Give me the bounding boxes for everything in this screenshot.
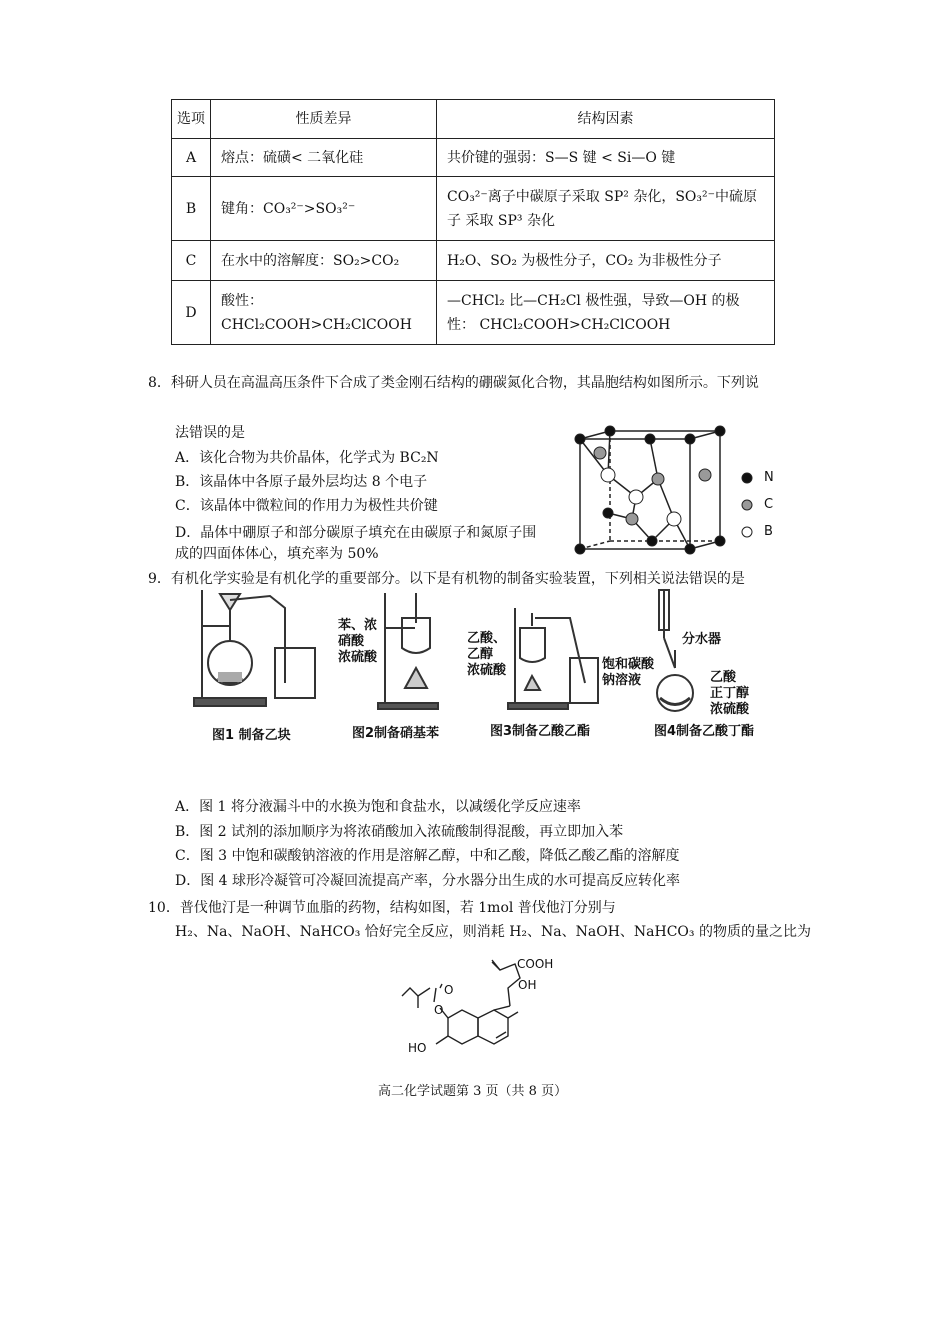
row-property: 熔点：硫磺< 二氧化硅 xyxy=(211,139,437,177)
table-header-row xyxy=(172,100,775,139)
q9-option-c: C．图 3 中饱和碳酸钠溶液的作用是溶解乙醇，中和乙酸，降低乙酸乙酯的溶解度 xyxy=(175,848,680,864)
q8-option-d-cont: 成的四面体体心，填充率为 50% xyxy=(175,546,379,562)
q8-stem: 8．科研人员在高温高压条件下合成了类金刚石结构的硼碳氮化合物，其晶胞结构如图所示。下列说 xyxy=(148,375,759,391)
fig3-solution-label: 饱和碳酸 钠溶液 xyxy=(602,657,655,688)
row-structure: —CHCl₂ 比—CH₂Cl 极性强，导致—OH 的极性： CHCl₂COOH>CH₂ClCOOH xyxy=(437,281,775,345)
legend-n: N xyxy=(764,470,774,485)
mol-cooh-label: COOH xyxy=(517,957,554,971)
q10-stem-cont: H₂、Na、NaOH、NaHCO₃ 恰好完全反应，则消耗 H₂、Na、NaOH、NaHCO₃ 的物质的量之比为 xyxy=(175,924,811,940)
q8-option-c: C．该晶体中微粒间的作用力为极性共价键 xyxy=(175,498,438,514)
q8-option-d: D．晶体中硼原子和部分碳原子填充在由碳原子和氮原子围 xyxy=(175,525,537,541)
table-row xyxy=(172,139,775,177)
row-structure: H₂O、SO₂ 为极性分子，CO₂ 为非极性分子 xyxy=(437,241,775,281)
legend-c: C xyxy=(764,497,774,512)
table-row xyxy=(172,241,775,281)
fig2-caption: 图2制备硝基苯 xyxy=(352,726,440,741)
q9-stem: 9．有机化学实验是有机化学的重要部分。以下是有机物的制备实验装置，下列相关说法错误的是 xyxy=(148,571,745,587)
mol-o-ester-label: O xyxy=(434,1003,444,1017)
table-row xyxy=(172,281,775,345)
mol-o-carbonyl-label: O xyxy=(444,983,454,997)
page-footer: 高二化学试题第 3 页（共 8 页） xyxy=(378,1084,568,1099)
row-option: C xyxy=(172,241,211,281)
crystal-cell-figure xyxy=(570,425,730,555)
fig4-reagent-label: 乙酸 正丁醇 浓硫酸 xyxy=(710,670,750,717)
options-table xyxy=(171,99,775,345)
pravastatin-structure xyxy=(400,958,580,1063)
header-structure: 结构因素 xyxy=(437,100,775,139)
q8-stem-cont: 法错误的是 xyxy=(175,425,245,441)
q8-option-b: B．该晶体中各原子最外层均达 8 个电子 xyxy=(175,474,428,490)
q9-option-d: D．图 4 球形冷凝管可冷凝回流提高产率，分水器分出生成的水可提高反应转化率 xyxy=(175,873,681,889)
row-option: A xyxy=(172,139,211,177)
mol-oh-label: OH xyxy=(518,978,537,992)
table-row xyxy=(172,177,775,241)
fig4-separator-label: 分水器 xyxy=(682,632,722,647)
crystal-legend-markers xyxy=(740,470,754,540)
header-option: 选项 xyxy=(172,100,211,139)
fig3-caption: 图3制备乙酸乙酯 xyxy=(490,724,591,739)
legend-b: B xyxy=(764,524,773,539)
row-option: D xyxy=(172,281,211,345)
q9-option-b: B．图 2 试剂的添加顺序为将浓硝酸加入浓硫酸制得混酸，再立即加入苯 xyxy=(175,824,624,840)
fig1-caption: 图1 制备乙块 xyxy=(212,728,291,743)
fig4-caption: 图4制备乙酸丁酯 xyxy=(654,724,755,739)
q8-option-a: A．该化合物为共价晶体，化学式为 BC₂N xyxy=(175,450,439,466)
header-property: 性质差异 xyxy=(211,100,437,139)
row-property: 键角：CO₃²⁻>SO₃²⁻ xyxy=(211,177,437,241)
row-structure: 共价键的强弱：S—S 键 < Si—O 键 xyxy=(437,139,775,177)
row-property: 在水中的溶解度：SO₂>CO₂ xyxy=(211,241,437,281)
row-property: 酸性：CHCl₂COOH>CH₂ClCOOH xyxy=(211,281,437,345)
row-option: B xyxy=(172,177,211,241)
fig3-reagent-label: 乙酸、 乙醇 浓硫酸 xyxy=(467,631,507,678)
mol-ho-label: HO xyxy=(408,1041,427,1055)
q9-option-a: A．图 1 将分液漏斗中的水换为饱和食盐水，以减缓化学反应速率 xyxy=(175,799,581,815)
fig2-reagent-label: 苯、浓 硝酸 浓硫酸 xyxy=(338,618,378,665)
row-structure: CO₃²⁻离子中碳原子采取 SP² 杂化，SO₃²⁻中硫原子 采取 SP³ 杂化 xyxy=(437,177,775,241)
q10-stem: 10．普伐他汀是一种调节血脂的药物，结构如图，若 1mol 普伐他汀分别与 xyxy=(148,900,616,916)
